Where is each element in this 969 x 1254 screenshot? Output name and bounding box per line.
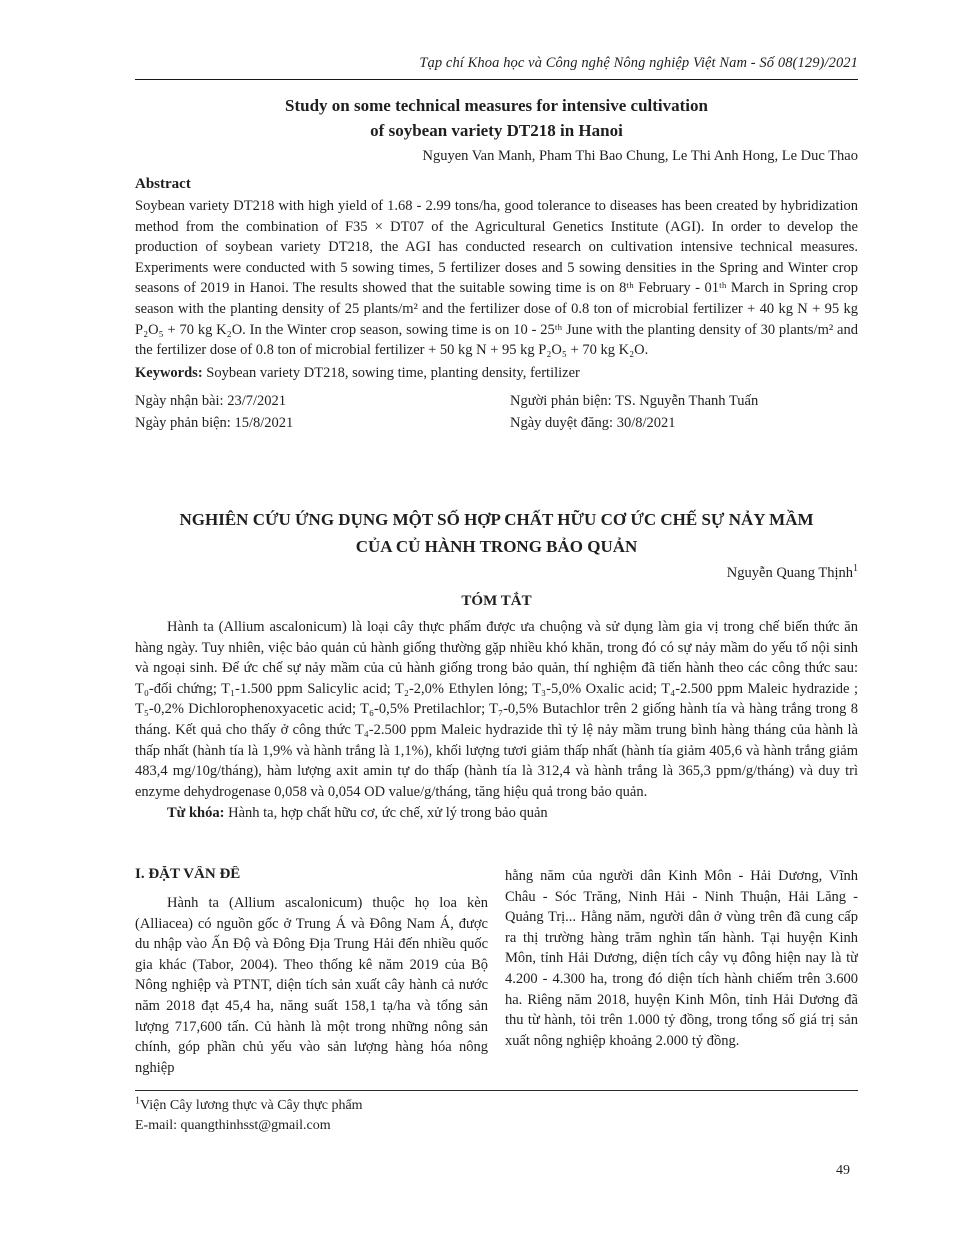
article-en-title-line2: of soybean variety DT218 in Hanoi <box>370 121 623 140</box>
tomtat-paragraph: Hành ta (Allium ascalonicum) là loại cây thực phẩm được ưa chuộng và sử dụng làm gia vị trong chế biến thức ăn hàng ngày. Tuy nhiên, việc bảo quản củ hành giống thường gặp nhiều khó khăn, trong đó có sự nảy mầm do yếu tố nội sinh và ngoại sinh. Để ức chế sự nảy mầm của củ hành giống trong bảo quản, thí nghiệm đã tiến hành theo các công thức sau: T₀-đối chứng; T₁-1.500 ppm Salicylic acid; T₂-2,0% Ethylen lỏng; T₃-5,0% Oxalic acid; T₄-2.500 ppm Maleic hydrazide ; T₅-0,2% Dichlorophenoxyacetic acid; T₆-0,5% Pretilachlor; T₇-0,5% Butachlor trên 2 giống hành tía và hàng trắng trong 8 tháng. Kết quả cho thấy ở công thức T₄-2.500 ppm Maleic hydrazide thì tỷ lệ nảy mầm trung bình hàng tháng của hành là thấp nhất (hành tía là 1,9% và hành trắng là 1,1%), khối lượng tươi giảm thấp nhất (hành tía giảm 405,6 và hành trắng giảm 483,4 mg/10g/tháng), hàm lượng axit amin tự do thấp (hành tía là 312,4 và hành trắng là 365,3 ppm/g/tháng) và duy trì enzyme dehydrogenase 0,058 và 0,054 OD value/g/tháng, tăng hiệu quả trong bảo quản. <box>135 619 858 800</box>
abstract-paragraph: Soybean variety DT218 with high yield of 1.68 - 2.99 tons/ha, good tolerance to diseases has been created by hybridization method from the combination of F35 × DT07 of the Agricultural Genetics Institute (AGI). In order to develop the production of soybean variety DT218, the AGI has conducted research on cultivation intensive technical measures. Experiments were conducted with 5 sowing times, 5 fertilizer doses and 5 sowing densities in the Spring and Winter crop seasons of 2019 in Hanoi. The results showed that the suitable sowing time is on 8ᵗʰ February - 01ᵗʰ March in Spring crop season with the planting density of 25 plants/m² and the fertilizer dose of 0.8 ton of microbial fertilizer + 40 kg N + 95 kg P₂O₅ + 70 kg K₂O. In the Winter crop season, sowing time is on 10 - 25ᵗʰ June with the planting density of 30 plants/m² and the fertilizer dose of 0.8 ton of microbial fertilizer + 50 kg N + 95 kg P₂O₅ + 70 kg K₂O. <box>135 198 858 359</box>
page-header <box>135 55 858 80</box>
article-vietnamese <box>135 506 858 822</box>
tukhoa-line <box>135 805 858 822</box>
section-1-heading: I. ĐẶT VẤN ĐỀ <box>135 866 241 882</box>
footnote-affiliation <box>135 1096 858 1116</box>
article-vi-title-line2: CỦA CỦ HÀNH TRONG BẢO QUẢN <box>355 537 638 556</box>
page-number: 49 <box>836 1163 850 1178</box>
article-vi-author-name: Nguyễn Quang Thịnh <box>726 565 853 581</box>
article-english <box>135 93 858 434</box>
footnote-block <box>135 1090 858 1136</box>
keywords-label: Keywords: <box>135 364 203 381</box>
article-vi-author <box>135 565 858 582</box>
footnote-affiliation-text: Viện Cây lương thực và Cây thực phẩm <box>140 1098 363 1113</box>
footnote-marker: 1 <box>135 1095 140 1107</box>
article-vi-author-footnote-marker: 1 <box>853 563 858 575</box>
journal-title-line: Tạp chí Khoa học và Công nghệ Nông nghiệp Việt Nam - Số 08(129)/2021 <box>419 55 858 71</box>
date-reviewed: Ngày phản biện: 15/8/2021 <box>135 414 294 431</box>
column-right <box>505 866 858 1092</box>
column-left <box>135 866 488 1092</box>
section-1-left-paragraph: Hành ta (Allium ascalonicum) thuộc họ loa kèn (Alliacea) có nguồn gốc ở Trung Á và Đông Nam Á, được du nhập vào Ấn Độ và Đông Địa Trung Hải đến nhiều quốc gia khác (Tabor, 2004). Theo thống kê năm 2019 của Bộ Nông nghiệp và PTNT, diện tích sản xuất cây hành cả nước năm 2018 đạt 45,4 ha, năng suất 158,1 tạ/ha và tổng sản lượng 717,600 tấn. Củ hành là một trong những nông sản chính, góp phần chủ yếu vào sản lượng hàng hóa nông nghiệp <box>135 895 488 1076</box>
reviewer-name: Người phản biện: TS. Nguyễn Thanh Tuấn <box>510 392 759 409</box>
article-vi-title <box>135 506 858 560</box>
tukhoa-label: Từ khóa: <box>167 805 225 822</box>
footnote-email: E-mail: quangthinhsst@gmail.com <box>135 1118 331 1133</box>
date-accepted: Ngày duyệt đăng: 30/8/2021 <box>510 414 676 431</box>
section-1-right-paragraph: hằng năm của người dân Kinh Môn - Hải Dương, Vĩnh Châu - Sóc Trăng, Ninh Hải - Ninh Thuận, Hải Lăng - Quảng Trị... Hằng năm, người dân ở vùng trên đã cung cấp ra thị trường hàng trăm nghìn tấn hành. Tại huyện Kinh Môn, tỉnh Hải Dương, diện tích cây vụ đông hiện nay là từ 4.200 - 4.300 ha, trong đó diện tích hành chiếm trên 3.600 ha. Riêng năm 2018, huyện Kinh Môn, tỉnh Hải Dương đã thu từ hành, tỏi trên 1.000 tỷ đồng, trong tổng số giá trị sản xuất nông nghiệp khoảng 2.000 tỷ đồng. <box>505 868 858 1049</box>
date-received: Ngày nhận bài: 23/7/2021 <box>135 392 287 409</box>
tukhoa-text: Hành ta, hợp chất hữu cơ, ức chế, xử lý trong bảo quản <box>224 805 548 822</box>
article-en-authors: Nguyen Van Manh, Pham Thi Bao Chung, Le Thi Anh Hong, Le Duc Thao <box>422 148 858 164</box>
tomtat-heading: TÓM TẮT <box>461 593 532 609</box>
keywords-line <box>135 365 858 382</box>
keywords-text: Soybean variety DT218, sowing time, planting density, fertilizer <box>202 364 580 381</box>
review-dates-block <box>135 391 858 434</box>
section-1-columns <box>135 866 858 1092</box>
article-vi-title-line1: NGHIÊN CỨU ỨNG DỤNG MỘT SỐ HỢP CHẤT HỮU CƠ ỨC CHẾ SỰ NẢY MẦM <box>179 510 814 529</box>
article-en-title-line1: Study on some technical measures for intensive cultivation <box>285 96 708 115</box>
article-en-title <box>135 93 858 143</box>
abstract-heading: Abstract <box>135 176 191 192</box>
